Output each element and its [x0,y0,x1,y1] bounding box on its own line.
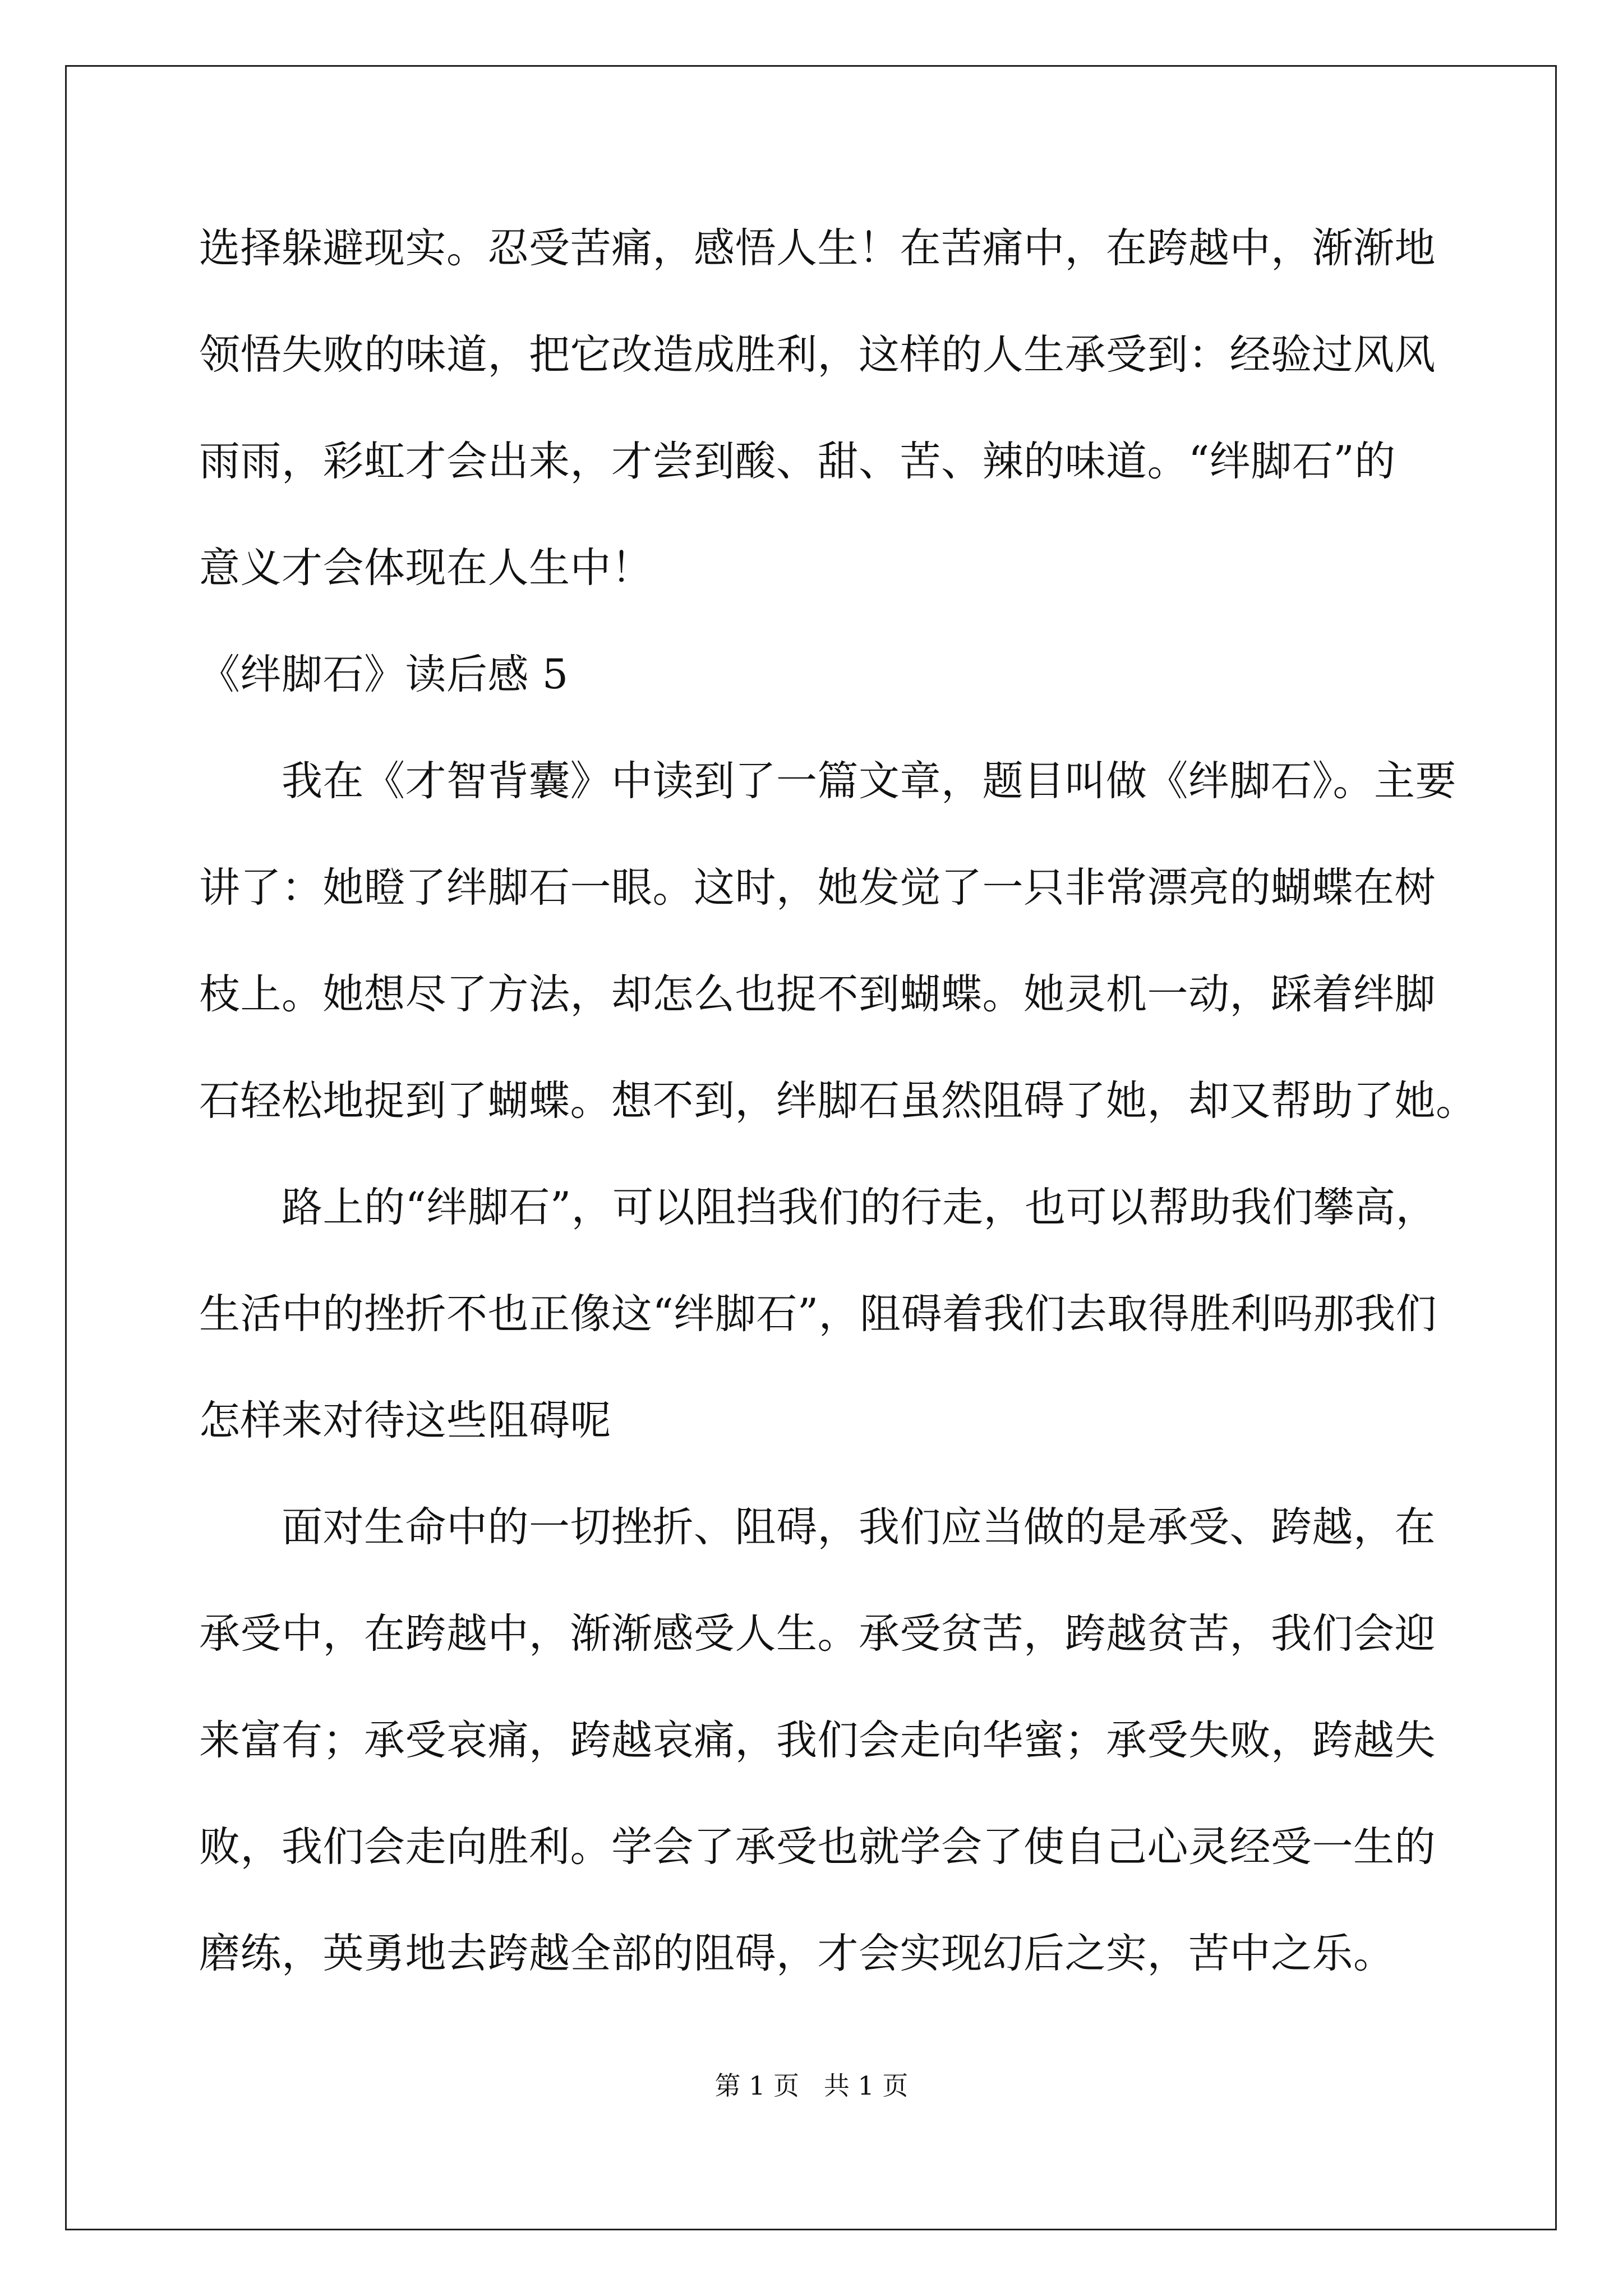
body-line-14: 承受中，在跨越中，渐渐感受人生。承受贫苦，跨越贫苦，我们会迎 [199,1610,1436,1658]
page-border [65,65,1557,2230]
body-line-2: 领悟失败的味道，把它改造成胜利，这样的人生承受到：经验过风风 [199,331,1436,379]
section-heading: 《绊脚石》读后感 5 [199,651,569,698]
body-line-6: 我在《才智背囊》中读到了一篇文章，题目叫做《绊脚石》。主要 [199,757,1456,805]
body-line-16: 败，我们会走向胜利。学会了承受也就学会了使自己心灵经受一生的 [199,1823,1436,1871]
body-line-15: 来富有；承受哀痛，跨越哀痛，我们会走向华蜜；承受失败，跨越失 [199,1717,1436,1764]
body-line-13: 面对生命中的一切挫折、阻碍，我们应当做的是承受、跨越，在 [199,1503,1436,1551]
body-line-12: 怎样来对待这些阻碍呢 [199,1397,611,1444]
body-line-10: 路上的“绊脚石”，可以阻挡我们的行走，也可以帮助我们攀高， [199,1184,1437,1231]
page-footer: 第 1 页 共 1 页 [714,2070,909,2101]
body-line-9: 石轻松地捉到了蝴蝶。想不到，绊脚石虽然阻碍了她，却又帮助了她。 [199,1077,1477,1125]
body-line-1: 选择躲避现实。忍受苦痛，感悟人生！在苦痛中，在跨越中，渐渐地 [199,224,1436,272]
body-line-11: 生活中的挫折不也正像这“绊脚石”，阻碍着我们去取得胜利吗那我们 [199,1290,1437,1338]
body-line-3: 雨雨，彩虹才会出来，才尝到酸、甜、苦、辣的味道。“绊脚石”的 [199,438,1396,485]
body-line-4: 意义才会体现在人生中！ [199,544,653,592]
body-line-7: 讲了：她瞪了绊脚石一眼。这时，她发觉了一只非常漂亮的蝴蝶在树 [199,864,1436,912]
body-line-17: 磨练，英勇地去跨越全部的阻碍，才会实现幻后之实，苦中之乐。 [199,1930,1395,1977]
body-line-8: 枝上。她想尽了方法，却怎么也捉不到蝴蝶。她灵机一动，踩着绊脚 [199,970,1436,1018]
